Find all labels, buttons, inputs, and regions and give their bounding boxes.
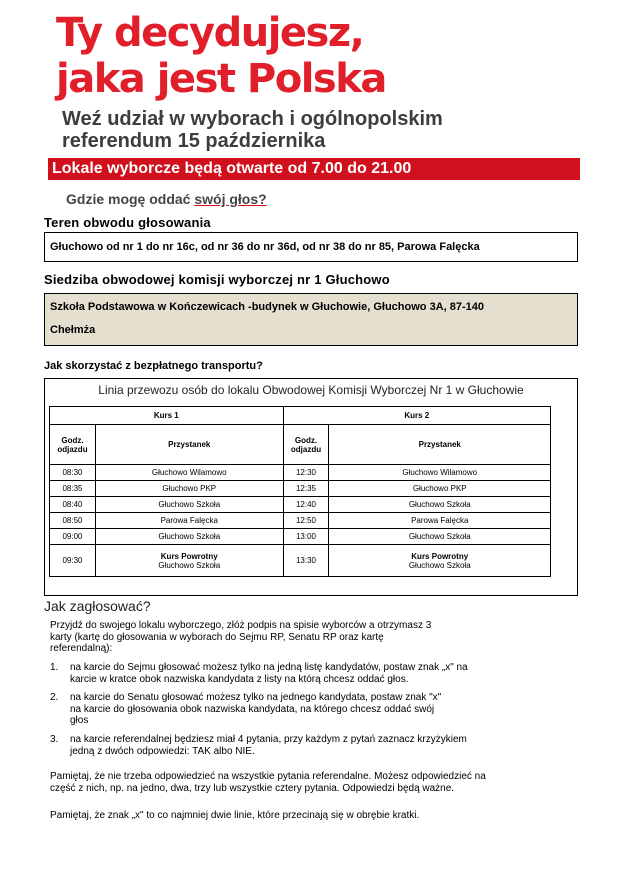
time-cell: 12:40 <box>283 497 329 513</box>
stop-cell: Głuchowo Szkoła <box>95 529 283 545</box>
opening-hours-banner: Lokale wyborcze będą otwarte od 7.00 do 21.00 <box>48 158 580 180</box>
list-text <box>70 662 550 685</box>
list-line: na karcie do Senatu głosować możesz tylko na jednego kandydata, postaw znak "x" <box>70 692 442 703</box>
list-number: 1. <box>50 662 59 673</box>
referendum-note <box>50 771 570 794</box>
vote-question-prefix: Gdzie mogę oddać <box>66 191 195 207</box>
list-number: 2. <box>50 692 59 703</box>
stop-cell: Głuchowo Szkoła <box>95 497 283 513</box>
x-mark-note: Pamiętaj, że znak „x" to co najmniej dwie linie, które przecinają się w obrębie kratki. <box>50 810 420 821</box>
commission-address-line-2: Chełmża <box>50 324 96 336</box>
table-row-return <box>50 545 551 577</box>
district-box <box>44 232 578 262</box>
intro-line: karty (kartę do głosowania w wyborach do Sejmu RP, Senatu RP oraz kartę <box>50 631 384 643</box>
table-row <box>50 465 551 481</box>
time-cell: 13:00 <box>283 529 329 545</box>
return-stop: Głuchowo Szkoła <box>158 560 221 570</box>
col-stop-2: Przystanek <box>329 425 551 465</box>
commission-address-line-1: Szkoła Podstawowa w Kończewicach -budynek w Głuchowie, Głuchowo 3A, 87-140 <box>50 301 484 313</box>
subheadline <box>62 108 582 152</box>
stop-cell: Parowa Falęcka <box>329 513 551 529</box>
transport-table <box>49 406 551 577</box>
subheadline-line-2: referendum 15 października <box>62 130 326 152</box>
col-stop-1: Przystanek <box>95 425 283 465</box>
how-to-vote-title: Jak zagłosować? <box>44 598 151 614</box>
list-text <box>70 692 550 727</box>
table-row <box>50 529 551 545</box>
list-line: na karcie do Sejmu głosować możesz tylko na jedną listę kandydatów, postaw znak „x" na <box>70 662 468 673</box>
transport-title: Linia przewozu osób do lokalu Obwodowej Komisji Wyborczej Nr 1 w Głuchowie <box>98 383 524 397</box>
stop-cell: Głuchowo PKP <box>329 481 551 497</box>
district-value: Głuchowo od nr 1 do nr 16c, od nr 36 do nr 36d, od nr 38 do nr 85, Parowa Falęcka <box>50 241 480 253</box>
vote-question-link[interactable]: swój głos? <box>194 191 267 207</box>
district-label: Teren obwodu głosowania <box>44 215 211 230</box>
time-cell: 08:30 <box>50 465 96 481</box>
column-header-row <box>50 425 551 465</box>
commission-box <box>44 293 578 346</box>
transport-question: Jak skorzystać z bezpłatnego transportu? <box>44 360 263 372</box>
how-to-vote-intro <box>50 620 570 655</box>
stop-cell: Głuchowo PKP <box>95 481 283 497</box>
vote-location-question <box>66 190 267 208</box>
time-cell: 12:50 <box>283 513 329 529</box>
table-row <box>50 481 551 497</box>
commission-label: Siedziba obwodowej komisji wyborczej nr 1 Głuchowo <box>44 272 390 287</box>
list-number: 3. <box>50 734 59 745</box>
time-cell: 08:35 <box>50 481 96 497</box>
course-1-header: Kurs 1 <box>50 407 284 425</box>
time-cell: 12:35 <box>283 481 329 497</box>
intro-line: referendalną): <box>50 643 113 654</box>
time-cell: 09:00 <box>50 529 96 545</box>
list-line: na karcie do głosowania obok nazwiska kandydata, na którego chcesz oddać swój <box>70 703 435 715</box>
stop-cell-return <box>95 545 283 577</box>
time-cell: 09:30 <box>50 545 96 577</box>
headline <box>56 10 596 102</box>
time-cell: 12:30 <box>283 465 329 481</box>
list-line: jedną z dwóch odpowiedzi: TAK albo NIE. <box>70 745 255 757</box>
list-line: karcie w kratce obok nazwiska kandydata z listy na którą chcesz oddać głos. <box>70 673 409 685</box>
subheadline-line-1: Weź udział w wyborach i ogólnopolskim <box>62 108 443 130</box>
list-line: głos <box>70 715 89 726</box>
stop-cell-return <box>329 545 551 577</box>
transport-box <box>44 378 578 596</box>
course-header-row <box>50 407 551 425</box>
intro-line: Przyjdź do swojego lokalu wyborczego, złóż podpis na spisie wyborców a otrzymasz 3 <box>50 620 432 631</box>
stop-cell: Głuchowo Szkoła <box>329 497 551 513</box>
note-line: część z nich, np. na jedno, dwa, trzy lub wszystkie cztery pytania. Odpowiedzi będą ważne. <box>50 782 455 794</box>
stop-cell: Głuchowo Szkoła <box>329 529 551 545</box>
course-2-header: Kurs 2 <box>283 407 550 425</box>
note-line: Pamiętaj, że nie trzeba odpowiedzieć na wszystkie pytania referendalne. Możesz odpowiedzieć na <box>50 771 486 782</box>
return-label: Kurs Powrotny <box>160 551 218 561</box>
time-cell: 08:40 <box>50 497 96 513</box>
list-text <box>70 734 550 757</box>
col-time-2: Godz. odjazdu <box>283 425 329 465</box>
stop-cell: Głuchowo Wilamowo <box>95 465 283 481</box>
table-row <box>50 497 551 513</box>
time-cell: 08:50 <box>50 513 96 529</box>
stop-cell: Głuchowo Wilamowo <box>329 465 551 481</box>
col-time-1: Godz. odjazdu <box>50 425 96 465</box>
headline-line-1: Ty decydujesz, <box>56 10 364 56</box>
time-cell: 13:30 <box>283 545 329 577</box>
return-stop: Głuchowo Szkoła <box>408 560 471 570</box>
list-line: na karcie referendalnej będziesz miał 4 pytania, przy każdym z pytań zaznacz krzyżykiem <box>70 734 467 745</box>
return-label: Kurs Powrotny <box>411 551 469 561</box>
headline-line-2: jaka jest Polska <box>56 56 386 102</box>
table-row <box>50 513 551 529</box>
stop-cell: Parowa Falęcka <box>95 513 283 529</box>
